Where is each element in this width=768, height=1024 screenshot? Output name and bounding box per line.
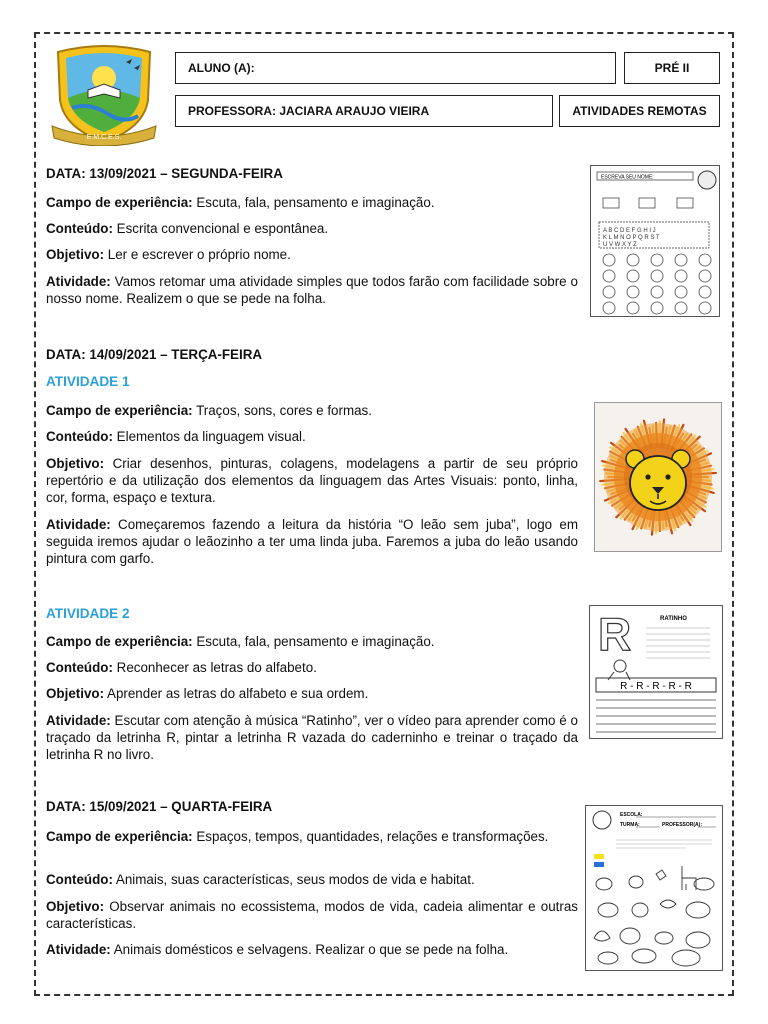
atividade-monday: Atividade: Vamos retomar uma atividade simples que todos farão com facilidade sobre o nosso nome. Realizem o que se pede na folha.: [46, 274, 578, 306]
ratinho-title: RATINHO: [660, 616, 687, 622]
campo-wednesday: Campo de experiência: Espaços, tempos, quantidades, relações e transformações.: [46, 829, 549, 844]
teacher-box: [175, 95, 553, 127]
svg-text:K L M N O P Q R S T: K L M N O P Q R S T: [603, 235, 660, 241]
objetivo-monday: Objetivo: Ler e escrever o próprio nome.: [46, 247, 291, 262]
animals-school-label: ESCOLA:: [620, 812, 643, 818]
conteudo-tuesday-a2: Conteúdo: Reconhecer as letras do alfabeto.: [46, 660, 317, 675]
objetivo-wednesday: Objetivo: Observar animais no ecossistema, modos de vida, cadeia alimentar e outras características.: [46, 899, 578, 931]
lion-craft-photo: [594, 402, 722, 552]
teacher-label: PROFESSORA: JACIARA ARAUJO VIEIRA: [188, 104, 430, 118]
animals-turma-label: TURMA:: [620, 822, 640, 828]
student-name-field: [175, 52, 616, 84]
grade-label: PRÉ II: [654, 61, 690, 75]
ratinho-big-letter: R: [598, 608, 632, 660]
activity-1-title: ATIVIDADE 1: [46, 374, 130, 389]
conteudo-tuesday-a1: Conteúdo: Elementos da linguagem visual.: [46, 429, 306, 444]
ratinho-letter-row: R - R - R - R - R: [620, 681, 692, 692]
activity-type-label: ATIVIDADES REMOTAS: [572, 104, 707, 118]
objetivo-tuesday-a1: Objetivo: Criar desenhos, pinturas, colagens, modelagens a partir de seu próprio repertório e da utilização dos elementos da linguagem das Artes Visuais: ponto, linha, cor, forma, espaço e textura.: [46, 456, 578, 505]
campo-monday: Campo de experiência: Escuta, fala, pensamento e imaginação.: [46, 195, 435, 210]
animals-worksheet-thumbnail: [585, 805, 723, 971]
atividade-tuesday-a1: Atividade: Começaremos fazendo a leitura da história “O leão sem juba”, logo em seguida iremos ajudar o leãozinho a ter uma linda juba. Faremos a juba do leão usando pintura com garfo.: [46, 517, 578, 566]
grade-box: [624, 52, 720, 84]
campo-tuesday-a1: Campo de experiência: Traços, sons, cores e formas.: [46, 403, 372, 418]
crest-banner-text: E.M.C.E.S.: [86, 134, 122, 141]
conteudo-wednesday: Conteúdo: Animais, suas características, seus modos de vida e habitat.: [46, 872, 475, 887]
date-heading-monday: DATA: 13/09/2021 – SEGUNDA-FEIRA: [46, 166, 283, 181]
atividade-wednesday: Atividade: Animais domésticos e selvagens. Realizar o que se pede na folha.: [46, 942, 509, 957]
conteudo-monday: Conteúdo: Escrita convencional e espontânea.: [46, 221, 329, 236]
ratinho-worksheet-thumbnail: [589, 605, 723, 739]
atividade-tuesday-a2: Atividade: Escutar com atenção à música “Ratinho”, ver o vídeo para aprender como é o traçado da letrinha R, pintar a letrinha R vazada do caderninho e treinar o traçado da letrinha R no livro.: [46, 713, 578, 762]
student-label: ALUNO (A):: [188, 61, 255, 75]
name-worksheet-thumbnail: [590, 165, 720, 317]
svg-text:A B C D E F G H I J: A B C D E F G H I J: [603, 228, 656, 234]
activity-2-title: ATIVIDADE 2: [46, 606, 130, 621]
name-sheet-title: ESCREVA SEU NOME:: [601, 174, 654, 181]
date-heading-wednesday: DATA: 15/09/2021 – QUARTA-FEIRA: [46, 799, 273, 814]
objetivo-tuesday-a2: Objetivo: Aprender as letras do alfabeto e sua ordem.: [46, 686, 369, 701]
svg-text:U V W X Y Z: U V W X Y Z: [603, 242, 637, 248]
date-heading-tuesday: DATA: 14/09/2021 – TERÇA-FEIRA: [46, 347, 263, 362]
campo-tuesday-a2: Campo de experiência: Escuta, fala, pensamento e imaginação.: [46, 634, 435, 649]
activity-type-box: [559, 95, 720, 127]
school-crest-logo: [50, 42, 158, 146]
animals-prof-label: PROFESSOR(A):: [662, 822, 702, 828]
